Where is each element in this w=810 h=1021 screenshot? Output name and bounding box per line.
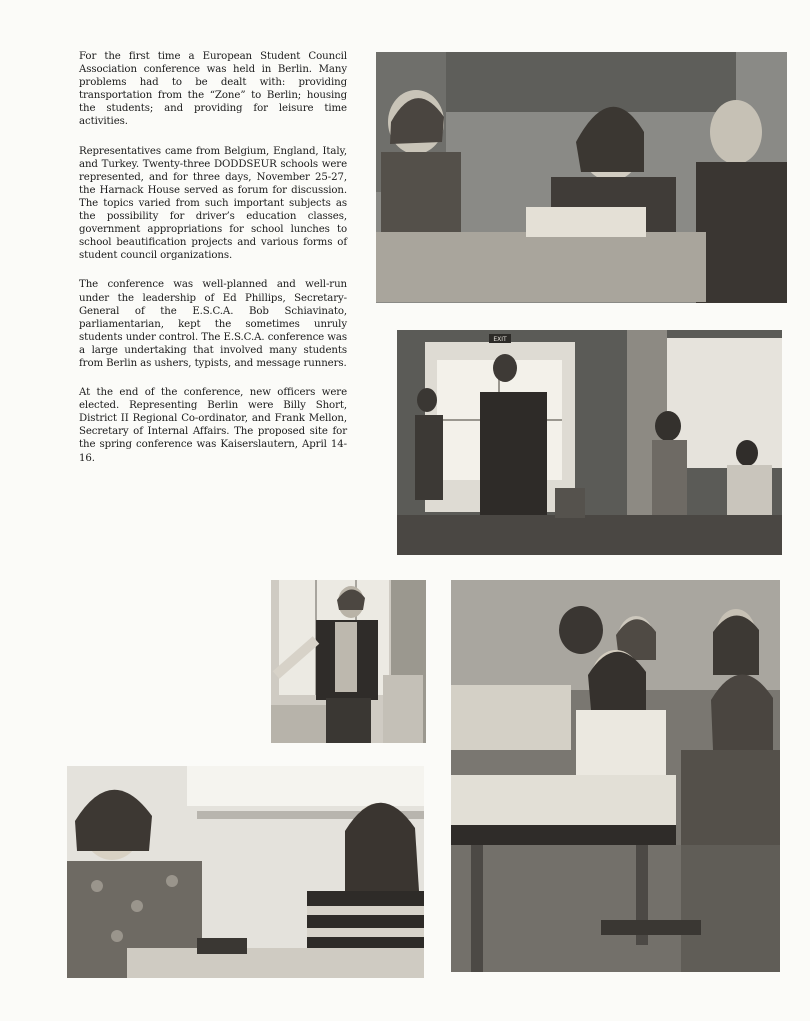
exit-sign-text: EXIT — [493, 336, 507, 343]
photo-students-at-table — [376, 52, 787, 303]
paragraph-intro: For the first time a European Student Council Association conference was held in Berlin. Many problems had to be dealt with: providing transportation from the “Zone” to Berlin; housing the students; and providing for leisure time activities. — [79, 51, 347, 128]
paragraph-officers: At the end of the conference, new officers were elected. Representing Berlin were Billy Short, District II Regional Co-ordinator, and Frank Mellon, Secretary of Internal Affairs. The proposed site for the spring conference was Kaiserslautern, April 14-16. — [79, 387, 347, 464]
article-text — [79, 50, 347, 481]
photo-standing-speaker — [271, 580, 426, 743]
photo-two-students — [67, 766, 424, 978]
photo-podium-speaker — [397, 330, 782, 555]
paragraph-leadership: The conference was well-planned and well-run under the leadership of Ed Phillips, Secretary-General of the E.S.C.A. Bob Schiavinato, parliamentarian, kept the sometimes unruly students under control. The E.S.C.A. conference was a large undertaking that involved many students from Berlin as ushers, typists, and message runners. — [79, 279, 347, 369]
photo-seated-students — [451, 580, 780, 972]
paragraph-representatives: Representatives came from Belgium, England, Italy, and Turkey. Twenty-three DODDSEUR schools were represented, and for three days, November 25-27, the Harnack House served as forum for discussion. The topics varied from such important subjects as the possibility for driver’s education classes, government appropriations for school lunches to school beautification projects and various forms of student council organizations. — [79, 145, 347, 262]
